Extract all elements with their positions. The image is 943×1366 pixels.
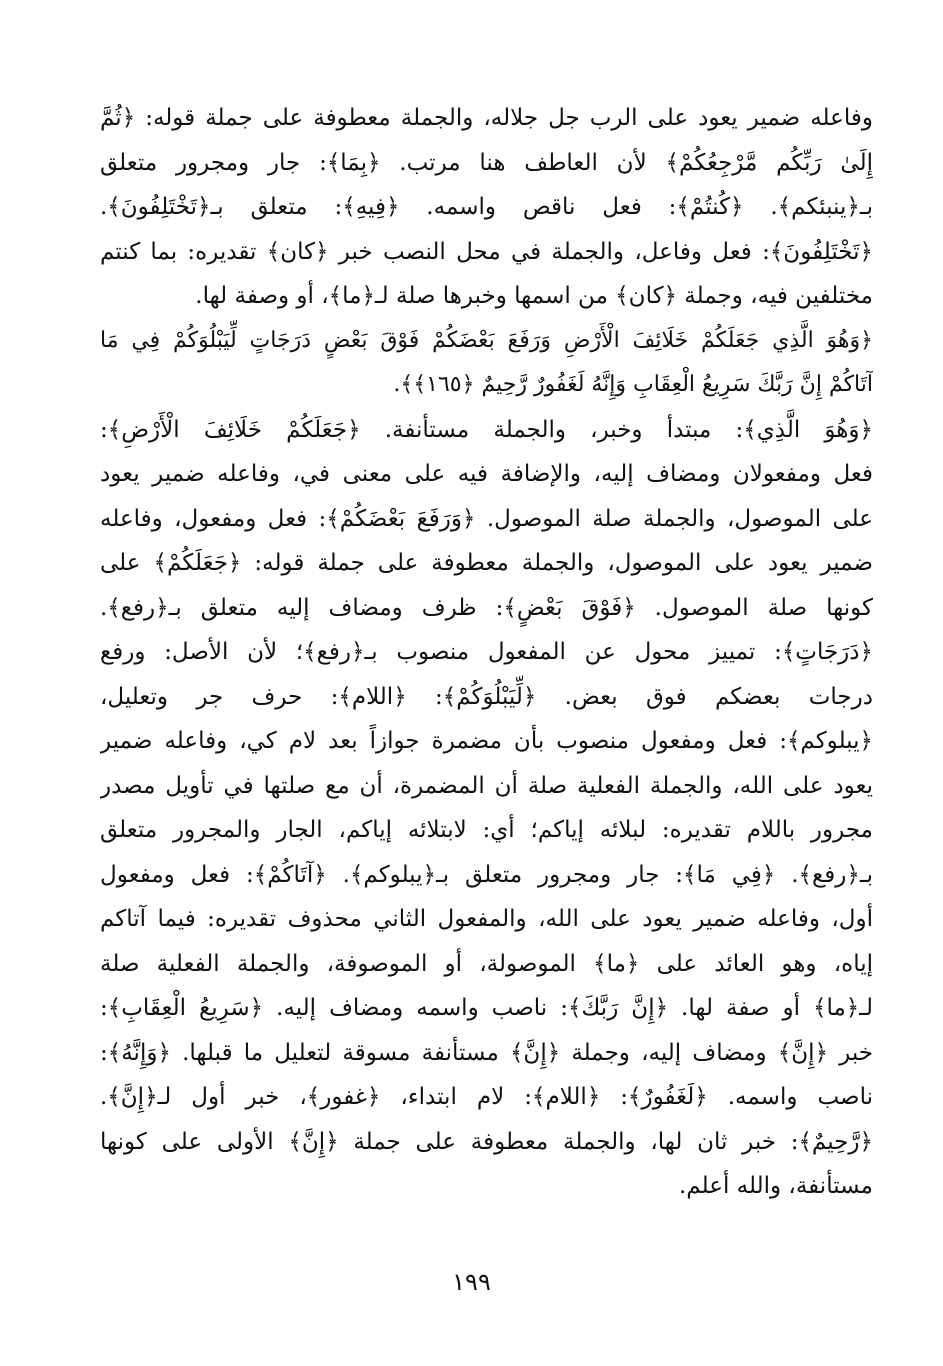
quran-verse-line: آتَاكُمْ إِنَّ رَبَّكَ سَرِيعُ الْعِقَابِ وَإِنَّهُ لَغَفُورٌ رَّحِيمٌ ﴿١٦٥﴾﴾. [393,372,873,397]
quran-verse-line: ﴿وَهُوَ الَّذِي جَعَلَكُمْ خَلَائِفَ الْأَرْضِ وَرَفَعَ بَعْضَكُمْ فَوْقَ بَعْضٍ دَرَجَاتٍ لِّيَبْلُوَكُمْ فِي مَا [100,327,873,353]
text-line: مستأنفة، والله أعلم. [679,1173,873,1199]
text-line: على الموصول، والجملة صلة الموصول. ﴿وَرَفَعَ بَعْضَكُمْ﴾: فعل ومفعول، وفاعله [100,505,873,532]
text-line: لـ﴿ما﴾ أو صفة لها. ﴿إِنَّ رَبَّكَ﴾: ناصب واسمه ومضاف إليه. ﴿سَرِيعُ الْعِقَابِ﴾: [100,995,873,1021]
text-line: وفاعله ضمير يعود على الرب جل جلاله، والجملة معطوفة على جملة قوله: ﴿ثُمَّ [100,105,873,131]
text-line: ناصب واسمه. ﴿لَغَفُورٌ﴾: ﴿اللام﴾: لام ابتداء، ﴿غفور﴾، خبر أول لـ﴿إِنَّ﴾. [100,1084,873,1110]
text-line: أول، وفاعله ضمير يعود على الله، والمفعول الثاني محذوف تقديره: فيما آتاكم [100,906,873,932]
text-line: مجرور باللام تقديره: لبلائه إياكم؛ أي: لابتلائه إياكم، الجار والمجرور متعلق [100,817,873,843]
text-line: خبر ﴿إِنَّ﴾ ومضاف إليه، وجملة ﴿إِنَّ﴾ مستأنفة مسوقة لتعليل ما قبلها. ﴿وَإِنَّهُ﴾: [100,1039,873,1066]
text-line: ﴿رَّحِيمٌ﴾: خبر ثان لها، والجملة معطوفة على جملة ﴿إِنَّ﴾ الأولى على كونها [100,1128,873,1155]
text-line: ﴿دَرَجَاتٍ﴾: تمييز محول عن المفعول منصوب بـ﴿رفع﴾؛ لأن الأصل: ورفع [100,639,873,665]
text-line: فعل ومفعولان ومضاف إليه، والإضافة فيه على معنى في، وفاعله ضمير يعود [100,461,873,487]
text-line: ضمير يعود على الموصول، والجملة معطوفة على جملة قوله: ﴿جَعَلَكُمْ﴾ على [100,550,873,576]
body-text [100,96,873,1209]
text-line: ﴿وَهُوَ الَّذِي﴾: مبتدأ وخبر، والجملة مستأنفة. ﴿جَعَلَكُمْ خَلَائِفَ الْأَرْضِ﴾: [100,416,873,443]
text-line: كونها صلة الموصول. ﴿فَوْقَ بَعْضٍ﴾: ظرف ومضاف إليه متعلق بـ﴿رفع﴾. [100,594,873,621]
text-line: ﴿يبلوكم﴾: فعل ومفعول منصوب بأن مضمرة جوازاً بعد لام كي، وفاعله ضمير [100,728,873,754]
text-line: إِلَىٰ رَبِّكُم مَّرْجِعُكُمْ﴾ لأن العاطف هنا مرتب. ﴿بِمَا﴾: جار ومجرور متعلق [100,149,873,176]
text-line: مختلفين فيه، وجملة ﴿كان﴾ من اسمها وخبرها صلة لـ﴿ما﴾، أو وصفة لها. [195,283,873,309]
text-line: درجات بعضكم فوق بعض. ﴿لِّيَبْلُوَكُمْ﴾: ﴿اللام﴾: حرف جر وتعليل، [100,683,873,710]
text-line: بـ﴿ينبئكم﴾. ﴿كُنتُمْ﴾: فعل ناقص واسمه. ﴿فِيهِ﴾: متعلق بـ﴿تَخْتَلِفُونَ﴾. [100,194,873,220]
text-line: إياه، وهو العائد على ﴿ما﴾ الموصولة، أو الموصوفة، والجملة الفعلية صلة [100,950,873,977]
page-number: ١٩٩ [452,1268,491,1296]
text-line: ﴿تَخْتَلِفُونَ﴾: فعل وفاعل، والجملة في محل النصب خبر ﴿كان﴾ تقديره: بما كنتم [100,238,873,265]
text-line: بـ﴿رفع﴾. ﴿فِي مَا﴾: جار ومجرور متعلق بـ﴿يبلوكم﴾. ﴿آتَاكُمْ﴾: فعل ومفعول [100,861,873,888]
text-line: يعود على الله، والجملة الفعلية صلة أن المضمرة، أن مع صلتها في تأويل مصدر [100,772,873,799]
